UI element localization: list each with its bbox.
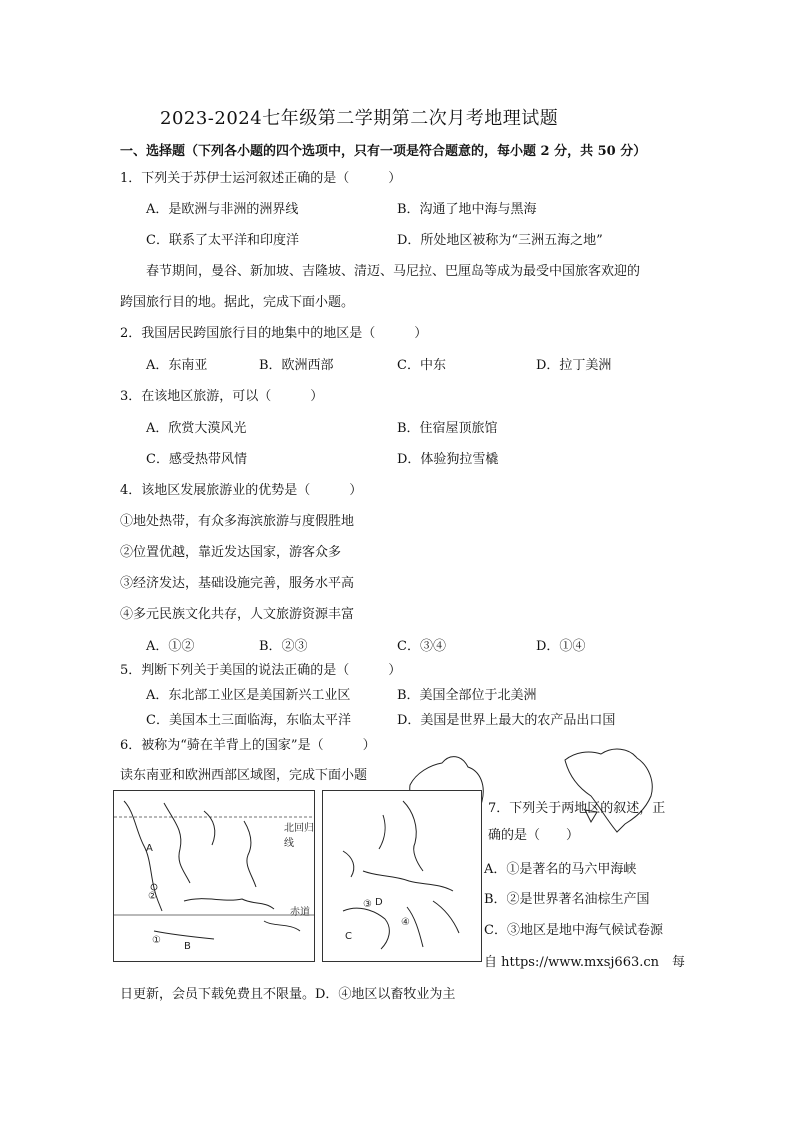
region-d-label: D [375,897,383,908]
q4-stem: 4．该地区发展旅游业的优势是（ ） [120,483,363,498]
map-intro: 读东南亚和欧洲西部区域图，完成下面小题 [120,768,368,783]
region-a-label: A [146,843,153,854]
q7-stem-line-2: 确的是（ ） [488,828,580,843]
q1-option-d: D．所处地区被称为“三洲五海之地” [397,233,603,248]
q5-stem: 5．判断下列关于美国的说法正确的是（ ） [120,663,402,678]
q7-option-c: C．③地区是地中海气候试卷源 [484,923,663,938]
q4-option-d: D．①④ [536,639,586,654]
q4-option-b: B．②③ [259,639,308,654]
q4-statement-2: ②位置优越，靠近发达国家，游客众多 [120,545,342,560]
q4-statement-3: ③经济发达，基础设施完善，服务水平高 [120,576,355,591]
q5-option-a: A．东北部工业区是美国新兴工业区 [146,688,351,703]
q2-option-c: C．中东 [397,358,446,373]
q4-option-a: A．①② [146,639,195,654]
q1-option-a: A．是欧洲与非洲的洲界线 [146,202,299,217]
q5-option-d: D．美国是世界上最大的农产品出口国 [397,713,616,728]
southeast-asia-map [113,790,315,962]
q3-option-c: C．感受热带风情 [146,452,247,467]
marker-4-label: ④ [401,917,410,928]
q1-option-b: B．沟通了地中海与黑海 [397,202,537,217]
exam-title: 2023-2024七年级第二学期第二次月考地理试题 [160,108,559,129]
q1-option-c: C．联系了太平洋和印度洋 [146,233,299,248]
q2-option-a: A．东南亚 [146,358,208,373]
q7-option-a: A．①是著名的马六甲海峡 [484,862,637,877]
q7-stem-line-1: 7．下列关于两地区的叙述，正 [488,801,666,816]
q3-stem: 3．在该地区旅游，可以（ ） [120,389,324,404]
q4-option-c: C．③④ [397,639,446,654]
tropic-label: 北回归线 [284,823,314,849]
watermark-line-2: 日更新，会员下载免费且不限量。D．④地区以畜牧业为主 [120,987,456,1002]
q3-option-d: D．体验狗拉雪橇 [397,452,499,467]
q2-stem: 2．我国居民跨国旅行目的地集中的地区是（ ） [120,326,428,341]
western-europe-map [322,790,482,962]
passage-line-1: 春节期间，曼谷、新加坡、吉隆坡、清迈、马尼拉、巴厘岛等成为最受中国旅客欢迎的 [146,264,641,279]
q5-option-c: C．美国本土三面临海，东临太平洋 [146,713,351,728]
region-b-label: B [184,941,191,952]
q3-option-a: A．欣赏大漠风光 [146,421,247,436]
q3-option-b: B．住宿屋顶旅馆 [397,421,498,436]
q4-statement-4: ④多元民族文化共存，人文旅游资源丰富 [120,607,355,622]
new-zealand-outline-sketch [555,740,665,835]
southeast-asia-map-drawing [114,791,314,961]
q2-option-b: B．欧洲西部 [259,358,334,373]
q1-stem: 1．下列关于苏伊士运河叙述正确的是（ ） [120,171,402,186]
q2-option-d: D．拉丁美洲 [536,358,612,373]
equator-label: 赤道 [290,907,310,918]
q7-option-b: B．②是世界著名油棕生产国 [484,892,650,907]
marker-3-label: ③ [363,899,372,910]
passage-line-2: 跨国旅行目的地。据此，完成下面小题。 [120,295,355,310]
q4-statement-1: ①地处热带，有众多海滨旅游与度假胜地 [120,514,355,529]
section-heading: 一、选择题（下列各小题的四个选项中，只有一项是符合题意的，每小题 2 分，共 50 分） [120,144,647,159]
q5-option-b: B．美国全部位于北美洲 [397,688,537,703]
region-c-label: C [345,931,352,942]
marker-1-label: ① [152,935,161,946]
watermark-line-1: 自 https://www.mxsj663.cn 每 [484,955,686,970]
q6-stem: 6．被称为“骑在羊背上的国家”是（ ） [120,738,376,753]
marker-2-label: ② [148,891,157,902]
